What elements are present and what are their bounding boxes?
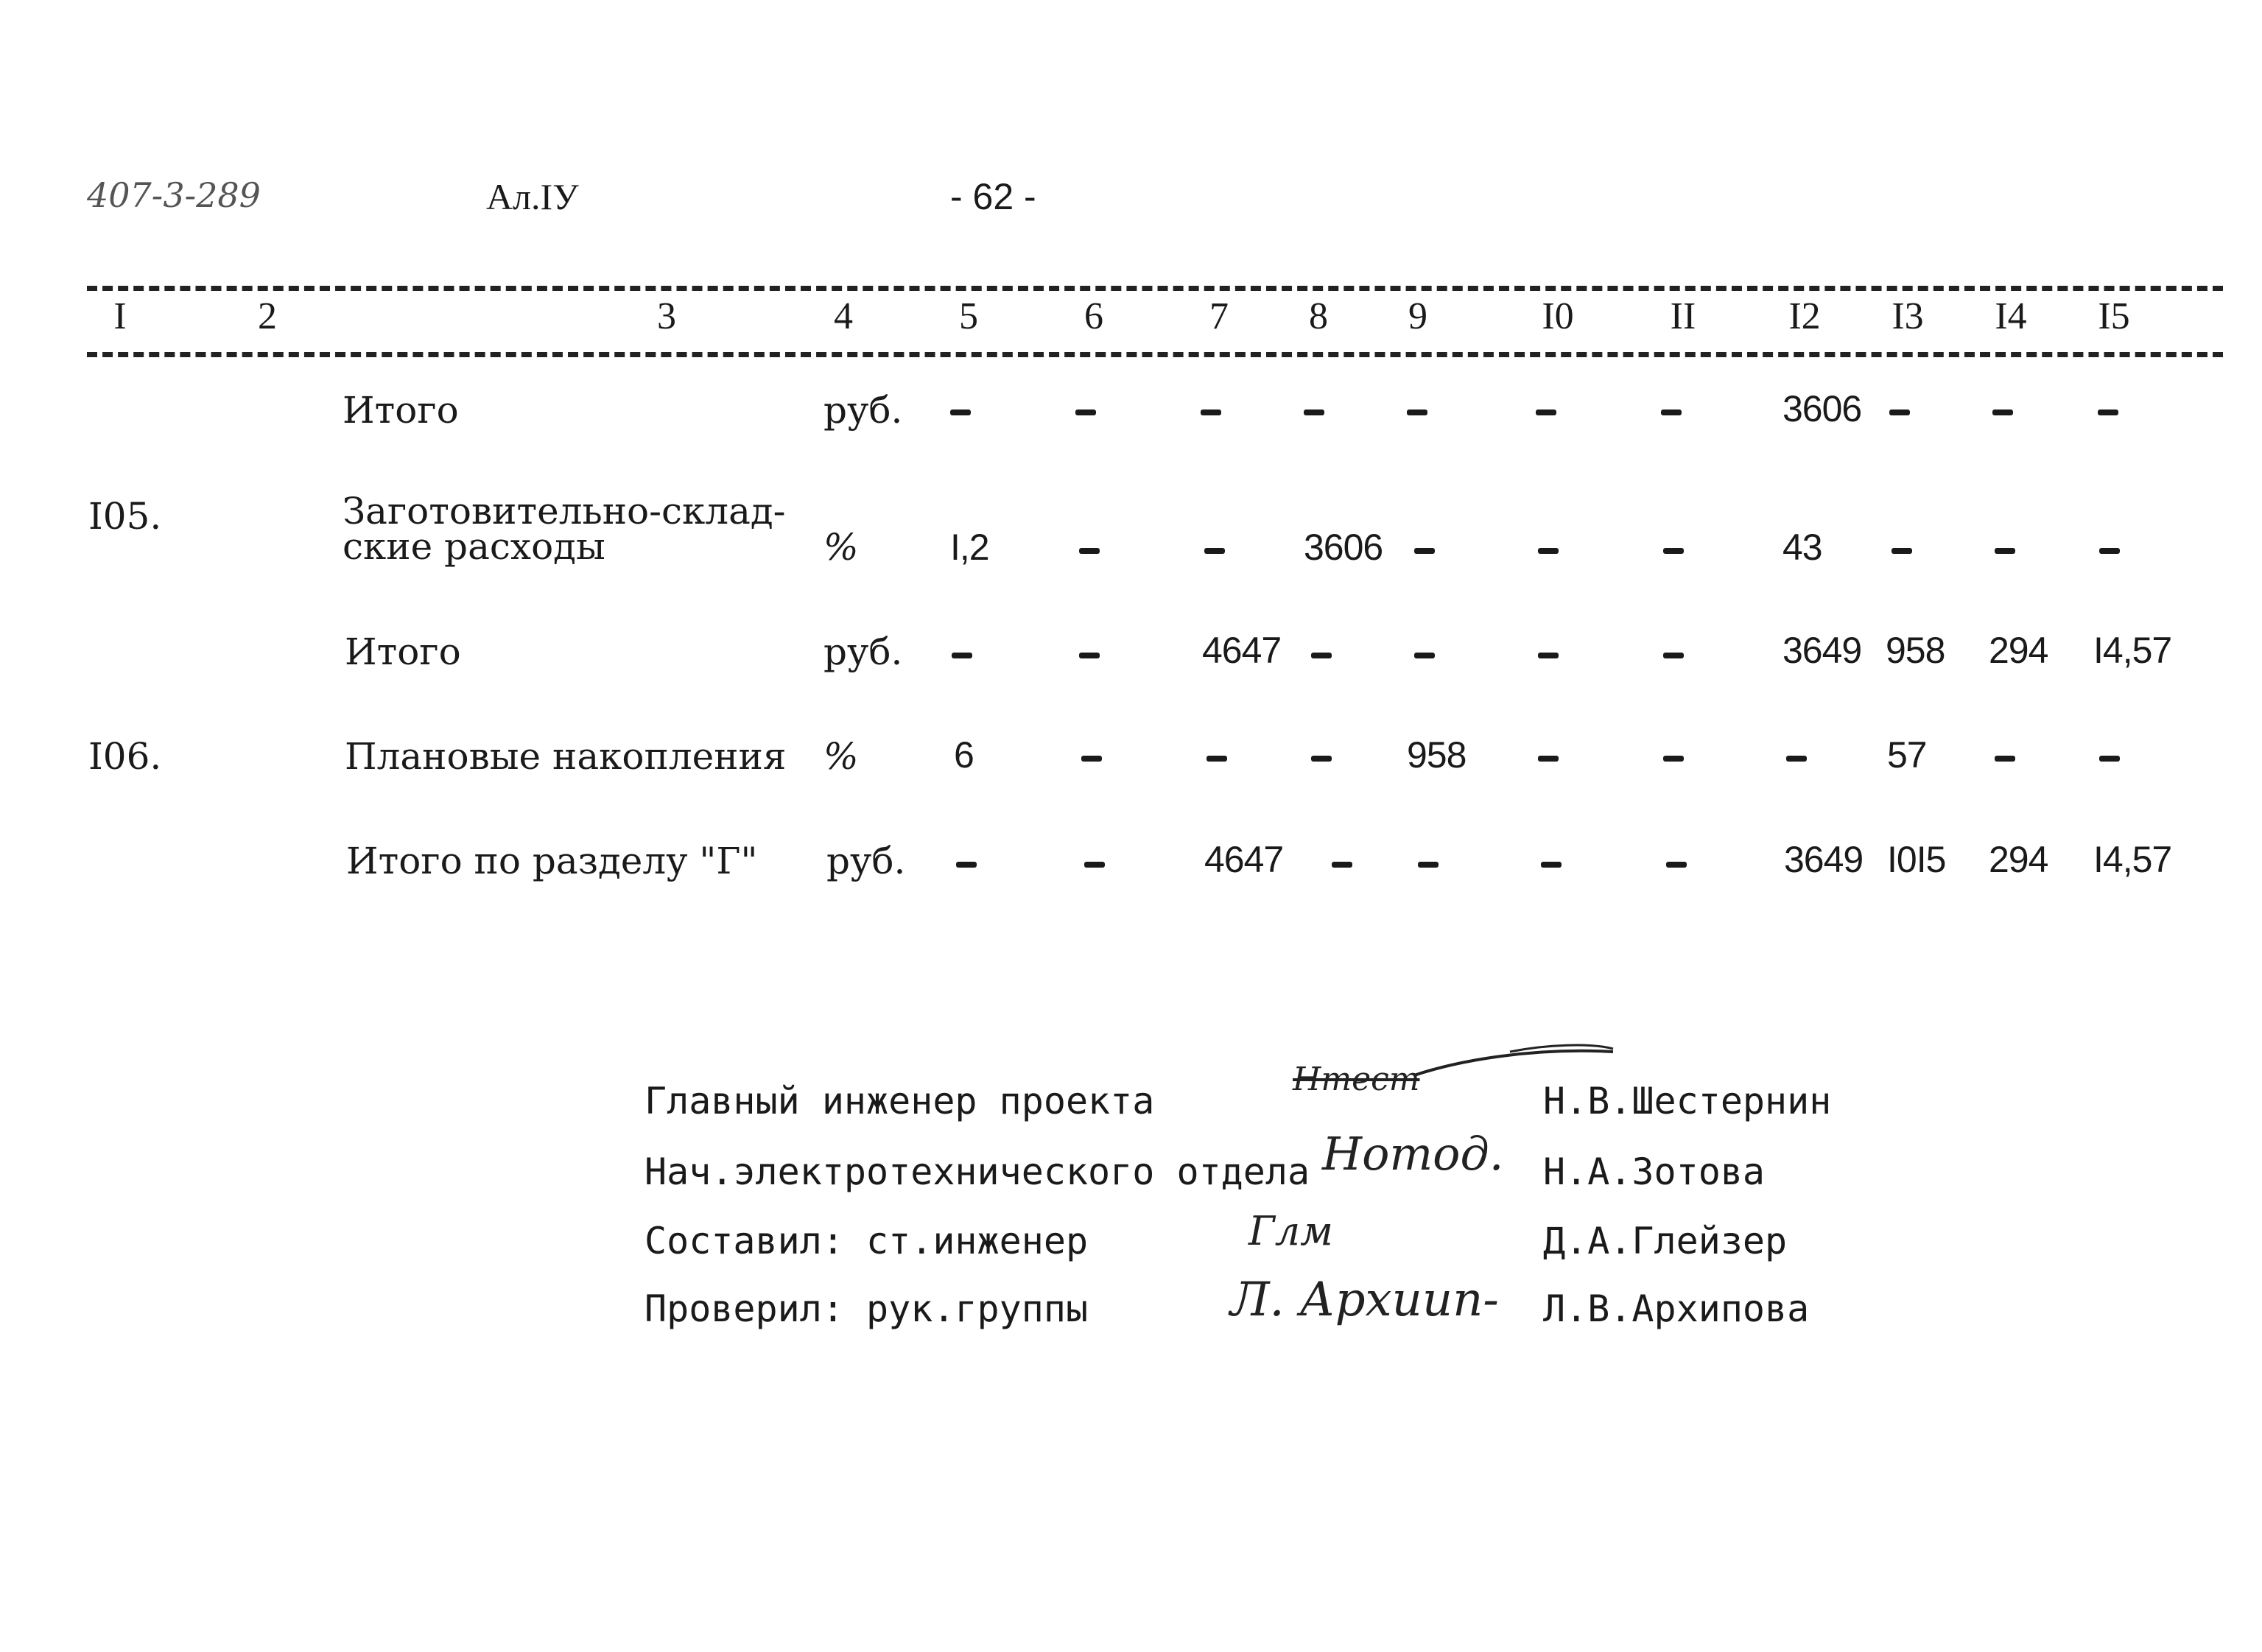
- dash-c10: [1538, 653, 1559, 658]
- cell-c7: 4647: [1204, 839, 1284, 880]
- page-number: - 62 -: [950, 176, 1036, 217]
- signature-role: Нач.электротехнического отдела: [644, 1150, 1310, 1193]
- album-number: Ал.IУ: [486, 176, 579, 217]
- dash-c15: [2099, 548, 2120, 554]
- column-number-4: 4: [834, 295, 853, 337]
- cell-c12: 3649: [1784, 839, 1864, 880]
- row-number: I06.: [88, 735, 162, 778]
- cell-c14: 294: [1989, 839, 2048, 880]
- dash-c11: [1663, 548, 1684, 554]
- column-number-3: 3: [657, 295, 676, 337]
- cell-c13: 57: [1887, 734, 1927, 776]
- dash-c6: [1079, 548, 1100, 554]
- column-number-10: I0: [1542, 295, 1574, 337]
- cell-c12: 3606: [1782, 388, 1862, 429]
- header-top-rule: [87, 286, 2223, 291]
- row-name-line-2: ские расходы: [343, 525, 605, 568]
- row-unit: %: [823, 735, 859, 778]
- dash-c7: [1201, 410, 1221, 415]
- dash-c11: [1663, 653, 1684, 658]
- dash-c10: [1541, 862, 1562, 868]
- dash-c9: [1414, 653, 1435, 658]
- dash-c12: [1786, 756, 1807, 762]
- dash-c11: [1666, 862, 1687, 868]
- cell-c14: 294: [1989, 630, 2048, 671]
- dash-c13: [1889, 410, 1910, 415]
- row-name: Итого: [343, 389, 459, 432]
- row-unit: %: [823, 526, 859, 569]
- row-unit: руб.: [826, 840, 906, 882]
- dash-c10: [1538, 548, 1559, 554]
- dash-c5: [950, 410, 971, 415]
- signature-handwritten: Глм: [1248, 1208, 1333, 1254]
- signature-handwritten: Л. Архиип-: [1230, 1273, 1499, 1327]
- cell-c8: 3606: [1304, 527, 1383, 568]
- document-code: 407-3-289: [87, 175, 261, 215]
- cell-c13: I0I5: [1887, 839, 1946, 880]
- header-bottom-rule: [87, 352, 2223, 357]
- row-name: Плановые накопления: [345, 735, 787, 778]
- dash-c7: [1204, 548, 1225, 554]
- row-name: [343, 490, 786, 568]
- dash-c15: [2098, 410, 2118, 415]
- cell-c12: 43: [1782, 527, 1822, 568]
- signature-handwritten: Нтест: [1293, 1061, 1420, 1098]
- dash-c6: [1081, 756, 1102, 762]
- column-number-12: I2: [1788, 295, 1821, 337]
- cell-c13: 958: [1886, 630, 1945, 671]
- signature-role: Главный инженер проекта: [644, 1080, 1155, 1122]
- dash-c9: [1414, 548, 1435, 554]
- cell-c9: 958: [1407, 734, 1467, 776]
- dash-c9: [1407, 410, 1427, 415]
- dash-c15: [2099, 756, 2120, 762]
- column-number-6: 6: [1084, 295, 1103, 337]
- dash-c6: [1084, 862, 1105, 868]
- dash-c5: [956, 862, 977, 868]
- dash-c6: [1075, 410, 1096, 415]
- dash-c11: [1663, 756, 1684, 762]
- dash-c11: [1661, 410, 1682, 415]
- column-number-11: II: [1670, 295, 1696, 337]
- column-number-15: I5: [2098, 295, 2130, 337]
- dash-c5: [952, 653, 972, 658]
- row-unit: руб.: [823, 389, 903, 432]
- row-name-line-1: Заготовительно-склад-: [343, 490, 786, 532]
- cell-c15: I4,57: [2093, 839, 2172, 880]
- cell-c5: 6: [954, 734, 974, 776]
- signature-handwritten: Нотод.: [1322, 1127, 1504, 1181]
- column-number-1: I: [113, 295, 127, 337]
- column-number-13: I3: [1892, 295, 1924, 337]
- dash-c8: [1332, 862, 1352, 868]
- dash-c7: [1206, 756, 1227, 762]
- column-number-7: 7: [1209, 295, 1229, 337]
- row-name: Итого по разделу "Г": [346, 840, 758, 882]
- dash-c8: [1311, 653, 1332, 658]
- row-number: I05.: [88, 495, 162, 538]
- column-number-14: I4: [1995, 295, 2027, 337]
- dash-c14: [1992, 410, 2013, 415]
- dash-c10: [1538, 756, 1559, 762]
- row-unit: руб.: [823, 630, 903, 673]
- cell-c15: I4,57: [2093, 630, 2172, 671]
- dash-c13: [1892, 548, 1912, 554]
- dash-c8: [1311, 756, 1332, 762]
- cell-c12: 3649: [1782, 630, 1862, 671]
- column-number-5: 5: [959, 295, 978, 337]
- dash-c14: [1995, 548, 2015, 554]
- signature-role: Проверил: рук.группы: [644, 1287, 1089, 1330]
- column-number-8: 8: [1309, 295, 1328, 337]
- column-number-9: 9: [1408, 295, 1427, 337]
- signatory-name: Л.В.Архипова: [1543, 1287, 1810, 1330]
- dash-c8: [1304, 410, 1324, 415]
- signatory-name: Н.А.Зотова: [1543, 1150, 1766, 1193]
- dash-c6: [1079, 653, 1100, 658]
- signatory-name: Н.В.Шестернин: [1543, 1080, 1832, 1122]
- dash-c9: [1418, 862, 1439, 868]
- dash-c14: [1995, 756, 2015, 762]
- cell-c7: 4647: [1202, 630, 1282, 671]
- row-name: Итого: [345, 630, 461, 673]
- cell-c5: I,2: [950, 527, 989, 568]
- signature-role: Составил: ст.инженер: [644, 1220, 1089, 1262]
- signatory-name: Д.А.Глейзер: [1543, 1220, 1788, 1262]
- dash-c10: [1536, 410, 1556, 415]
- column-number-2: 2: [258, 295, 277, 337]
